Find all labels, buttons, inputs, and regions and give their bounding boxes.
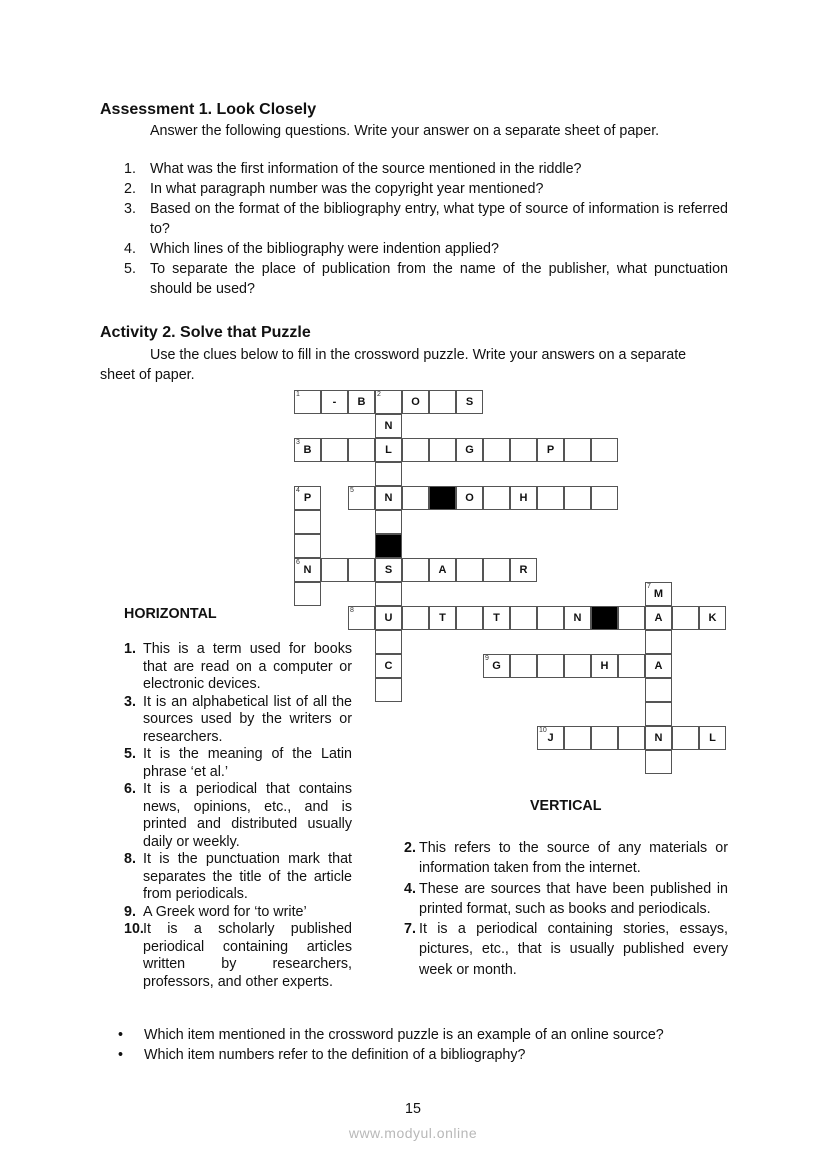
clue-number: 3. [124,693,136,710]
crossword-cell[interactable] [348,606,375,630]
clue-item [404,879,728,920]
question-item [124,259,728,299]
crossword-cell[interactable] [375,462,402,486]
watermark: www.modyul.online [348,1125,478,1141]
clue-number-label: 6 [296,559,300,566]
clue-number-label: 9 [485,655,489,662]
cell-letter: A [654,660,663,672]
clue-number-label: 4 [296,487,300,494]
horizontal-clues [124,641,352,991]
question-text: Which lines of the bibliography were indention applied? [150,241,499,257]
crossword-cell[interactable] [429,438,456,462]
crossword-cell[interactable] [537,654,564,678]
clue-number-label: 10 [539,727,547,734]
cell-letter: G [492,660,501,672]
question-item [124,239,728,259]
crossword-cell[interactable] [375,510,402,534]
crossword-black-cell [375,534,402,558]
crossword-cell[interactable] [699,606,726,630]
crossword-cell[interactable] [294,582,321,606]
crossword-cell[interactable] [348,438,375,462]
clue-item [404,919,728,980]
crossword-cell[interactable] [375,414,402,438]
assessment-instruction: Answer the following questions. Write your answer on a separate sheet of paper. [150,123,660,139]
cell-letter: H [600,660,609,672]
clue-number: 2. [404,840,416,856]
cell-letter: S [384,564,393,576]
crossword-cell[interactable] [402,486,429,510]
cell-letter: C [384,660,393,672]
question-number: 4. [124,241,136,257]
cell-letter: O [411,396,420,408]
clue-text: It is a scholarly published periodical containing articles written by researchers, professors, and other experts. [143,921,352,990]
cell-letter: N [654,732,663,744]
crossword-cell[interactable] [294,486,321,510]
clue-text: This is a term used for books that are read on a computer or electronic devices. [143,641,352,692]
clue-text: It is a periodical containing stories, essays, pictures, etc., that is usually published every week or month. [419,921,728,978]
crossword-cell[interactable] [591,486,618,510]
clue-number: 8. [124,851,136,867]
crossword-cell[interactable] [645,750,672,774]
crossword-cell[interactable] [510,606,537,630]
clue-text: A Greek word for ‘to write’ [143,903,307,920]
crossword-cell[interactable] [537,606,564,630]
activity-instruction: Use the clues below to fill in the crossword puzzle. Write your answers on a separate [150,347,687,363]
crossword-cell[interactable] [645,702,672,726]
crossword-cell[interactable] [672,606,699,630]
crossword-cell[interactable] [348,486,375,510]
question-number: 5. [124,261,136,277]
bullet-icon: • [118,1027,124,1043]
cell-letter: A [654,612,663,624]
clue-item [124,781,352,851]
question-number: 2. [124,181,136,197]
question-text: In what paragraph number was the copyright year mentioned? [150,181,544,197]
cell-letter: K [708,612,717,624]
cell-letter: L [385,444,392,456]
cell-letter: N [303,564,312,576]
crossword-cell[interactable] [402,606,429,630]
clue-item [124,904,352,922]
crossword-cell[interactable] [321,390,348,414]
clue-item [124,694,352,747]
crossword-cell[interactable] [591,726,618,750]
crossword-cell[interactable] [510,486,537,510]
crossword-cell[interactable] [456,606,483,630]
crossword-cell[interactable] [375,438,402,462]
horizontal-heading: HORIZONTAL [124,606,217,622]
crossword-cell[interactable] [294,390,321,414]
assessment-questions [124,159,728,299]
crossword-cell[interactable] [591,654,618,678]
crossword-cell[interactable] [456,558,483,582]
cell-letter: U [384,612,393,624]
clue-number: 10. [124,921,144,937]
cell-letter: N [573,612,582,624]
followup-item [118,1025,664,1045]
crossword-cell[interactable] [672,726,699,750]
clue-item [124,921,352,991]
question-number: 1. [124,161,136,177]
crossword-cell[interactable] [645,654,672,678]
clue-number: 6. [124,781,136,797]
crossword-cell[interactable] [564,654,591,678]
crossword-cell[interactable] [294,558,321,582]
crossword-cell[interactable] [618,654,645,678]
crossword-cell[interactable] [564,486,591,510]
crossword-cell[interactable] [537,438,564,462]
cell-letter: O [465,492,474,504]
crossword-cell[interactable] [510,558,537,582]
cell-letter: H [519,492,528,504]
crossword-cell[interactable] [348,558,375,582]
crossword-cell[interactable] [537,486,564,510]
crossword-cell[interactable] [348,390,375,414]
cell-letter: N [384,420,393,432]
crossword-cell[interactable] [510,654,537,678]
clue-number-label: 3 [296,439,300,446]
cell-letter: R [519,564,528,576]
crossword-cell[interactable] [564,438,591,462]
crossword-cell[interactable] [564,606,591,630]
cell-letter: B [357,396,366,408]
crossword-cell[interactable] [456,486,483,510]
question-item [124,199,728,239]
question-item [124,179,728,199]
crossword-cell[interactable] [375,606,402,630]
clue-number-label: 7 [647,583,651,590]
crossword-cell[interactable] [375,390,402,414]
followup-text: Which item mentioned in the crossword puzzle is an example of an online source? [144,1027,664,1043]
question-number: 3. [124,201,136,217]
clue-number-label: 5 [350,487,354,494]
question-item [124,159,728,179]
cell-letter: M [653,588,664,600]
clue-text: These are sources that have been published in printed format, such as books and periodicals. [419,880,728,917]
assessment-title: Assessment 1. Look Closely [100,101,317,118]
clue-item [124,746,352,781]
crossword-cell[interactable] [591,438,618,462]
cell-letter: J [547,732,554,744]
clue-number: 9. [124,903,136,920]
followup-text: Which item numbers refer to the definition of a bibliography? [144,1047,526,1063]
crossword-cell[interactable] [483,606,510,630]
crossword-cell[interactable] [375,678,402,702]
bullet-icon: • [118,1047,124,1063]
cell-letter: P [303,492,312,504]
clue-text: It is the meaning of the Latin phrase ‘et al.’ [143,746,352,780]
cell-letter: N [384,492,393,504]
crossword-cell[interactable] [429,390,456,414]
crossword-cell[interactable] [645,678,672,702]
crossword-cell[interactable] [645,606,672,630]
crossword-cell[interactable] [510,438,537,462]
crossword-cell[interactable] [537,726,564,750]
cell-letter: S [465,396,474,408]
crossword-cell[interactable] [456,438,483,462]
cell-letter: A [438,564,447,576]
crossword-cell[interactable] [456,390,483,414]
crossword-cell[interactable] [564,726,591,750]
vertical-heading: VERTICAL [530,798,602,814]
crossword-cell[interactable] [294,510,321,534]
crossword-cell[interactable] [402,558,429,582]
crossword-cell[interactable] [483,654,510,678]
crossword-cell[interactable] [375,654,402,678]
crossword-cell[interactable] [483,438,510,462]
crossword-cell[interactable] [429,606,456,630]
activity-instruction-continued: sheet of paper. [100,367,195,383]
cell-letter: L [709,732,716,744]
clue-text: It is an alphabetical list of all the sources used by the writers or researchers. [143,693,352,745]
crossword-black-cell [429,486,456,510]
clue-text: This refers to the source of any materials or information taken from the internet. [419,840,728,877]
cell-letter: P [546,444,555,456]
cell-letter: G [465,444,474,456]
activity-title: Activity 2. Solve that Puzzle [100,324,311,341]
clue-number-label: 1 [296,391,300,398]
clue-number-label: 8 [350,607,354,614]
crossword-cell[interactable] [321,438,348,462]
crossword-cell[interactable] [618,606,645,630]
question-text: What was the first information of the source mentioned in the riddle? [150,161,582,177]
crossword-cell[interactable] [645,726,672,750]
cell-letter: T [493,612,500,624]
crossword-cell[interactable] [699,726,726,750]
crossword-cell[interactable] [483,486,510,510]
crossword-cell[interactable] [375,582,402,606]
crossword-cell[interactable] [645,630,672,654]
clue-item [124,851,352,904]
clue-text: It is a periodical that contains news, opinions, etc., and is printed and distributed usually daily or weekly. [143,781,352,850]
crossword-cell[interactable] [402,438,429,462]
crossword-cell[interactable] [321,558,348,582]
clue-text: It is the punctuation mark that separates the title of the article from periodicals. [143,851,352,902]
crossword-cell[interactable] [375,630,402,654]
crossword-cell[interactable] [483,558,510,582]
crossword-cell[interactable] [645,582,672,606]
crossword-cell[interactable] [618,726,645,750]
crossword-cell[interactable] [429,558,456,582]
crossword-cell[interactable] [375,558,402,582]
clue-number: 7. [404,921,416,938]
cell-letter: T [439,612,446,624]
clue-number: 1. [124,641,136,657]
vertical-clues [404,838,728,980]
crossword-cell[interactable] [294,438,321,462]
clue-item [404,838,728,879]
cell-letter: B [303,444,312,456]
followup-questions [118,1025,664,1065]
question-text: Based on the format of the bibliography entry, what type of source of information is referred to? [150,201,728,237]
cell-letter: - [332,396,337,408]
clue-item [124,641,352,694]
crossword-cell[interactable] [402,390,429,414]
clue-number: 4. [404,880,416,897]
crossword-cell[interactable] [375,486,402,510]
page-number: 15 [405,1101,421,1117]
question-text: To separate the place of publication from the name of the publisher, what punctuation should be used? [150,261,728,297]
clue-number-label: 2 [377,391,381,398]
crossword-black-cell [591,606,618,630]
crossword-cell[interactable] [294,534,321,558]
followup-item [118,1045,664,1065]
clue-number: 5. [124,746,136,762]
